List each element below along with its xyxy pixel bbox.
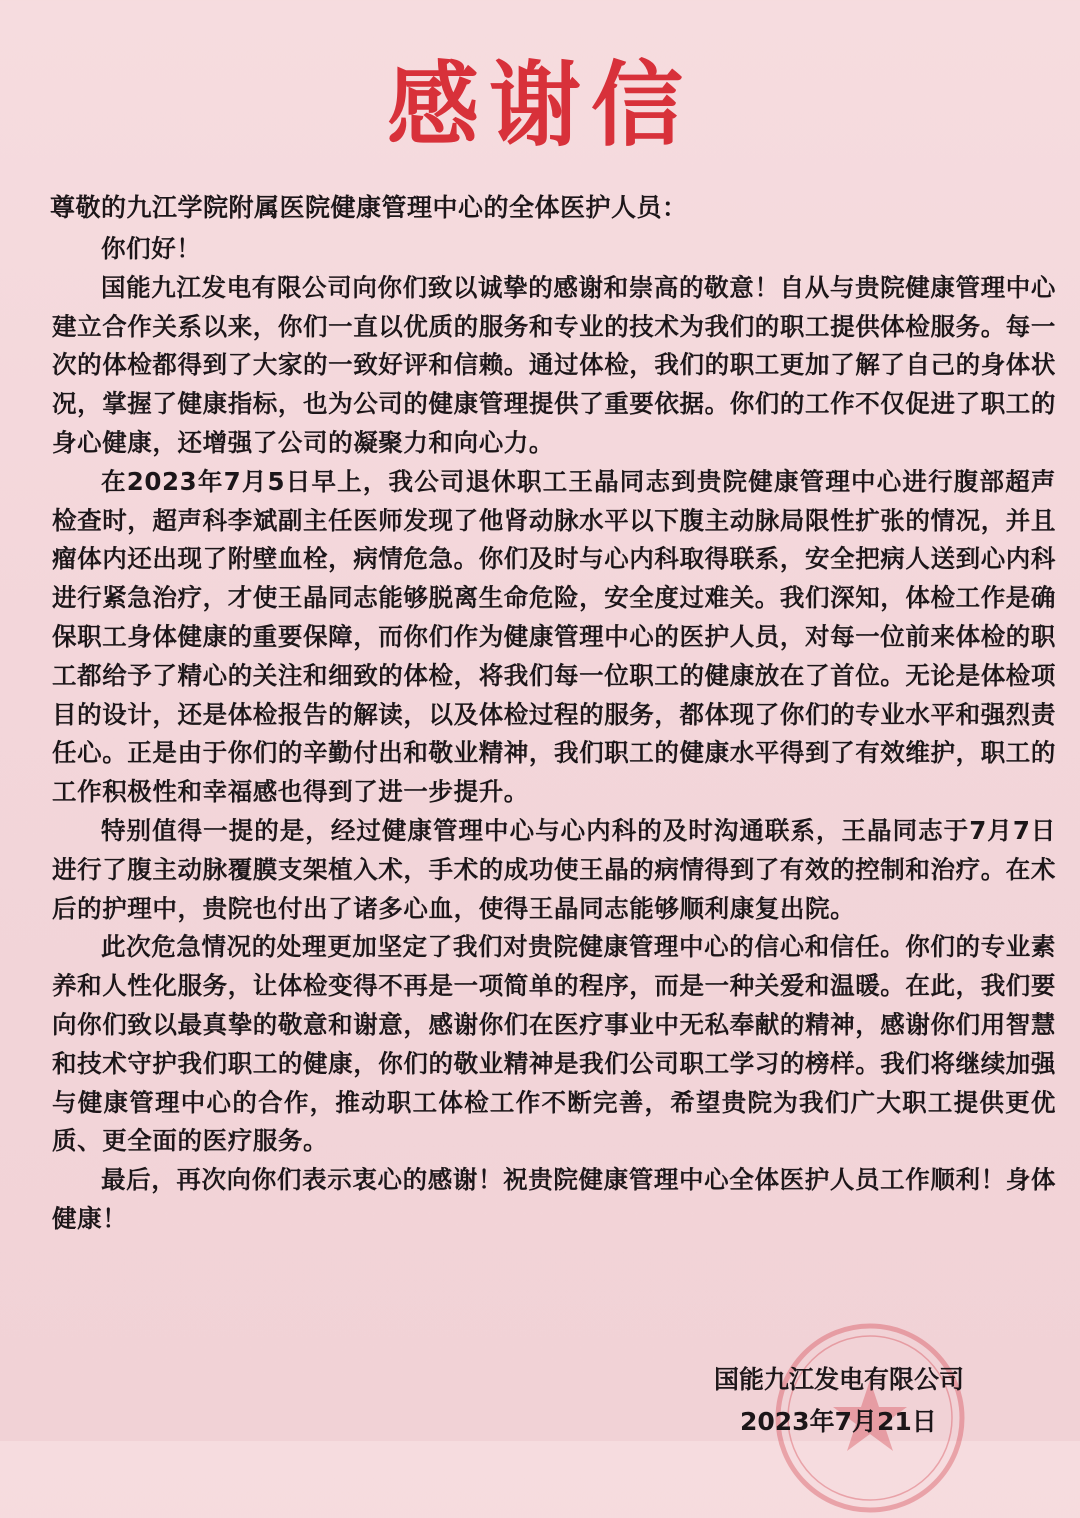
body-paragraph-1: 国能九江发电有限公司向你们致以诚挚的感谢和崇高的敬意！自从与贵院健康管理中心建立合作关系以来，你们一直以优质的服务和专业的技术为我们的职工提供体检服务。每一次的体检都得到了大家的一致好评和信赖。通过体检，我们的职工更加了解了自己的身体状况，掌握了健康指标，也为公司的健康管理提供了重要依据。你们的工作不仅促进了职工的身心健康，还增强了公司的凝聚力和向心力。 xyxy=(52,272,1056,457)
letter-salutation: 尊敬的九江学院附属医院健康管理中心的全体医护人员： xyxy=(50,193,688,222)
letter-title: 感谢信 xyxy=(386,51,693,159)
closing-paragraph: 最后，再次向你们表示衷心的感谢！祝贵院健康管理中心全体医护人员工作顺利！身体健康！ xyxy=(52,1165,1056,1233)
body-paragraph-2: 在2023年7月5日早上，我公司退休职工王晶同志到贵院健康管理中心进行腹部超声检查时，超声科李斌副主任医师发现了他肾动脉水平以下腹主动脉局限性扩张的情况，并且瘤体内还出现了附壁血栓，病情危急。你们及时与心内科取得联系，安全把病人送到心内科进行紧急治疗，才使王晶同志能够脱离生命危险，安全度过难关。我们深知，体检工作是确保职工身体健康的重要保障，而你们作为健康管理中心的医护人员，对每一位前来体检的职工都给予了精心的关注和细致的体检，将我们每一位职工的健康放在了首位。无论是体检项目的设计，还是体检报告的解读，以及体检过程的服务，都体现了你们的专业水平和强烈责任心。正是由于你们的辛勤付出和敬业精神，我们职工的健康水平得到了有效维护，职工的工作积极性和幸福感也得到了进一步提升。 xyxy=(52,466,1056,807)
letter-signature xyxy=(714,1360,964,1442)
body-paragraph-4: 此次危急情况的处理更加坚定了我们对贵院健康管理中心的信心和信任。你们的专业素养和人性化服务，让体检变得不再是一项简单的程序，而是一种关爱和温暖。在此，我们要向你们致以最真挚的敬意和谢意，感谢你们在医疗事业中无私奉献的精神，感谢你们用智慧和技术守护我们职工的健康，你们的敬业精神是我们公司职工学习的榜样。我们将继续加强与健康管理中心的合作，推动职工体检工作不断完善，希望贵院为我们广大职工提供更优质、更全面的医疗服务。 xyxy=(52,932,1056,1156)
letter-body xyxy=(52,230,1056,1239)
greeting-paragraph: 你们好！ xyxy=(101,234,202,263)
signature-company: 国能九江发电有限公司 xyxy=(714,1365,965,1394)
body-paragraph-3: 特别值得一提的是，经过健康管理中心与心内科的及时沟通联系，王晶同志于7月7日进行了腹主动脉覆膜支架植入术，手术的成功使王晶的病情得到了有效的控制和治疗。在术后的护理中，贵院也付出了诸多心血，使得王晶同志能够顺利康复出院。 xyxy=(52,815,1056,923)
signature-date: 2023年7月21日 xyxy=(740,1407,937,1436)
